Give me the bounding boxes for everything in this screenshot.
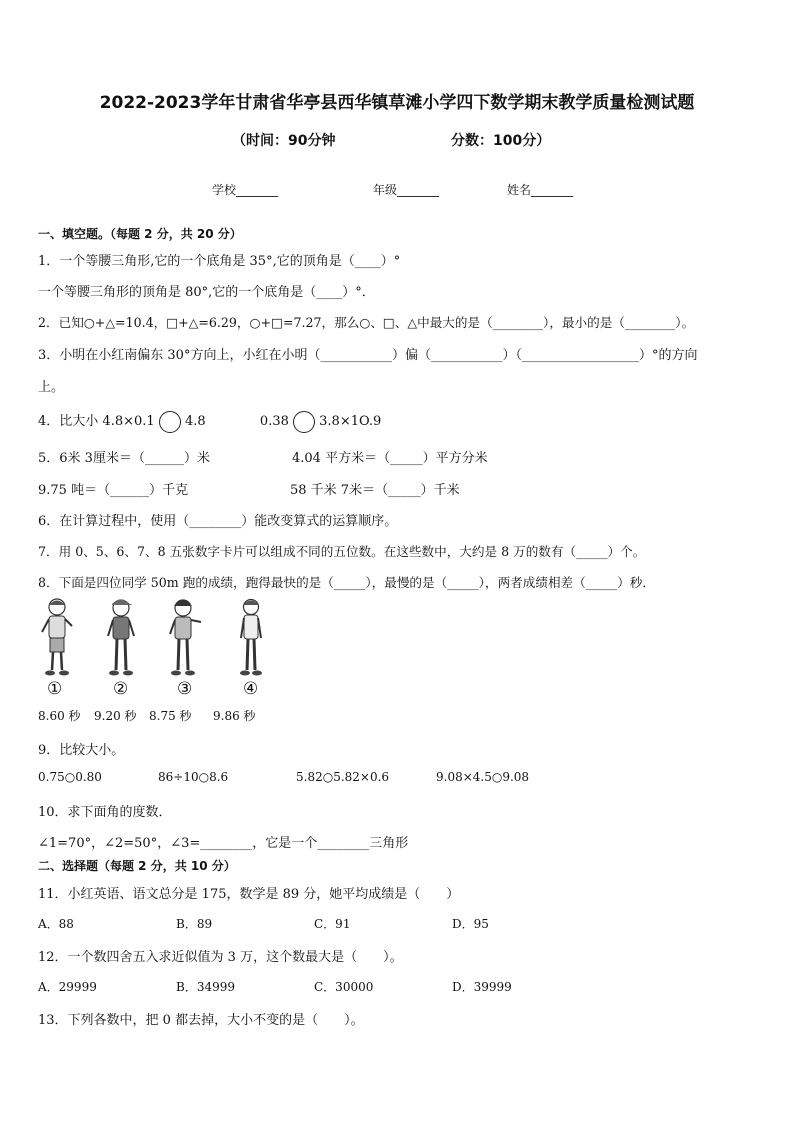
- question-10: 10．求下面角的度数．: [38, 805, 172, 820]
- boy-figure-2: [101, 596, 141, 678]
- boy-figure-4: [231, 596, 271, 678]
- question-1b: 一个等腰三角形的顶角是 80°,它的一个底角是（____）°．: [38, 285, 375, 300]
- run-time-4: 9.86 秒: [213, 709, 256, 723]
- question-4a-left: 4.8×0.1: [102, 414, 155, 429]
- question-3a: 3．小明在小红南偏东 30°方向上，小红在小明（___________）偏（___________）（__________________）°的方向: [38, 348, 698, 363]
- question-12: 12．一个数四舍五入求近似值为 3 万，这个数最大是（ ）。: [38, 950, 403, 965]
- boy-figure-3: [164, 596, 204, 678]
- section-heading-fill: 一、填空题。（每题 2 分，共 20 分）: [38, 227, 242, 241]
- question-4a-right: 4.8: [184, 414, 206, 429]
- school-field[interactable]: 学校_______: [212, 183, 279, 197]
- grade-field[interactable]: 年级_______: [373, 183, 440, 197]
- question-6: 6．在计算过程中，使用（________）能改变算式的运算顺序。: [38, 514, 398, 529]
- figure-marker-4: ④: [243, 679, 259, 699]
- compare-item-2: 86÷10○8.6: [158, 770, 229, 784]
- q11-option-c[interactable]: C．91: [314, 917, 351, 931]
- run-time-2: 9.20 秒: [94, 709, 137, 723]
- compare-circle-b[interactable]: [293, 411, 315, 433]
- compare-circle-a[interactable]: [159, 411, 181, 433]
- question-10b: ∠1=70°，∠2=50°，∠3=________，它是一个________三角形: [38, 836, 409, 851]
- figure-marker-2: ②: [113, 679, 129, 699]
- question-5a: 5．6米 3厘米＝（______）米: [38, 451, 210, 466]
- page-title: 2022-2023学年甘肃省华亭县西华镇草滩小学四下数学期末教学质量检测试题: [99, 93, 695, 113]
- run-time-3: 8.75 秒: [149, 709, 192, 723]
- question-8: 8．下面是四位同学 50m 跑的成绩，跑得最快的是（_____），最慢的是（_____），两者成绩相差（_____）秒．: [38, 575, 655, 590]
- question-11: 11．小红英语、语文总分是 175，数学是 89 分，她平均成绩是（ ）: [38, 887, 460, 902]
- q11-option-d[interactable]: D．95: [452, 917, 489, 931]
- exam-score: 分数：100分）: [451, 133, 551, 149]
- question-2: 2．已知○+△=10.4，□+△=6.29，○+□=7.27，那么○、□、△中最大的是（________），最小的是（________）。: [38, 315, 695, 330]
- question-4b-left: 0.38: [259, 414, 289, 429]
- q12-option-b[interactable]: B．34999: [176, 980, 235, 994]
- question-13: 13．下列各数中，把 0 都去掉，大小不变的是（ ）。: [38, 1013, 364, 1028]
- q11-option-a[interactable]: A．88: [38, 917, 74, 931]
- q12-option-d[interactable]: D．39999: [452, 980, 512, 994]
- question-9: 9．比较大小。: [38, 743, 125, 758]
- question-5b: 4.04 平方米＝（_____）平方分米: [292, 451, 488, 466]
- question-4b-right: 3.8×1O.9: [319, 414, 382, 429]
- q12-option-a[interactable]: A．29999: [38, 980, 97, 994]
- name-field[interactable]: 姓名_______: [507, 183, 574, 197]
- boy-figure-1: [37, 596, 77, 678]
- q11-option-b[interactable]: B．89: [176, 917, 213, 931]
- question-5d: 58 千米 7米＝（_____）千米: [290, 483, 460, 498]
- question-3b: 上。: [38, 380, 65, 395]
- run-time-1: 8.60 秒: [38, 709, 81, 723]
- question-7: 7．用 0、5、6、7、8 五张数字卡片可以组成不同的五位数。在这些数中，大约是 8 万的数有（_____）个。: [38, 544, 646, 559]
- question-4-label: 4．比大小: [38, 414, 99, 429]
- section-heading-choice: 二、选择题（每题 2 分，共 10 分）: [38, 859, 236, 873]
- q12-option-c[interactable]: C．30000: [314, 980, 374, 994]
- question-5c: 9.75 吨＝（______）千克: [38, 483, 189, 498]
- compare-item-3: 5.82○5.82×0.6: [296, 770, 390, 784]
- question-4: [38, 410, 381, 433]
- figure-marker-3: ③: [177, 679, 193, 699]
- question-1a: 1．一个等腰三角形,它的一个底角是 35°,它的顶角是（____）°: [38, 254, 401, 269]
- exam-time: （时间：90分钟: [232, 133, 336, 149]
- compare-item-1: 0.75○0.80: [38, 770, 102, 784]
- compare-item-4: 9.08×4.5○9.08: [436, 770, 530, 784]
- figure-marker-1: ①: [47, 679, 63, 699]
